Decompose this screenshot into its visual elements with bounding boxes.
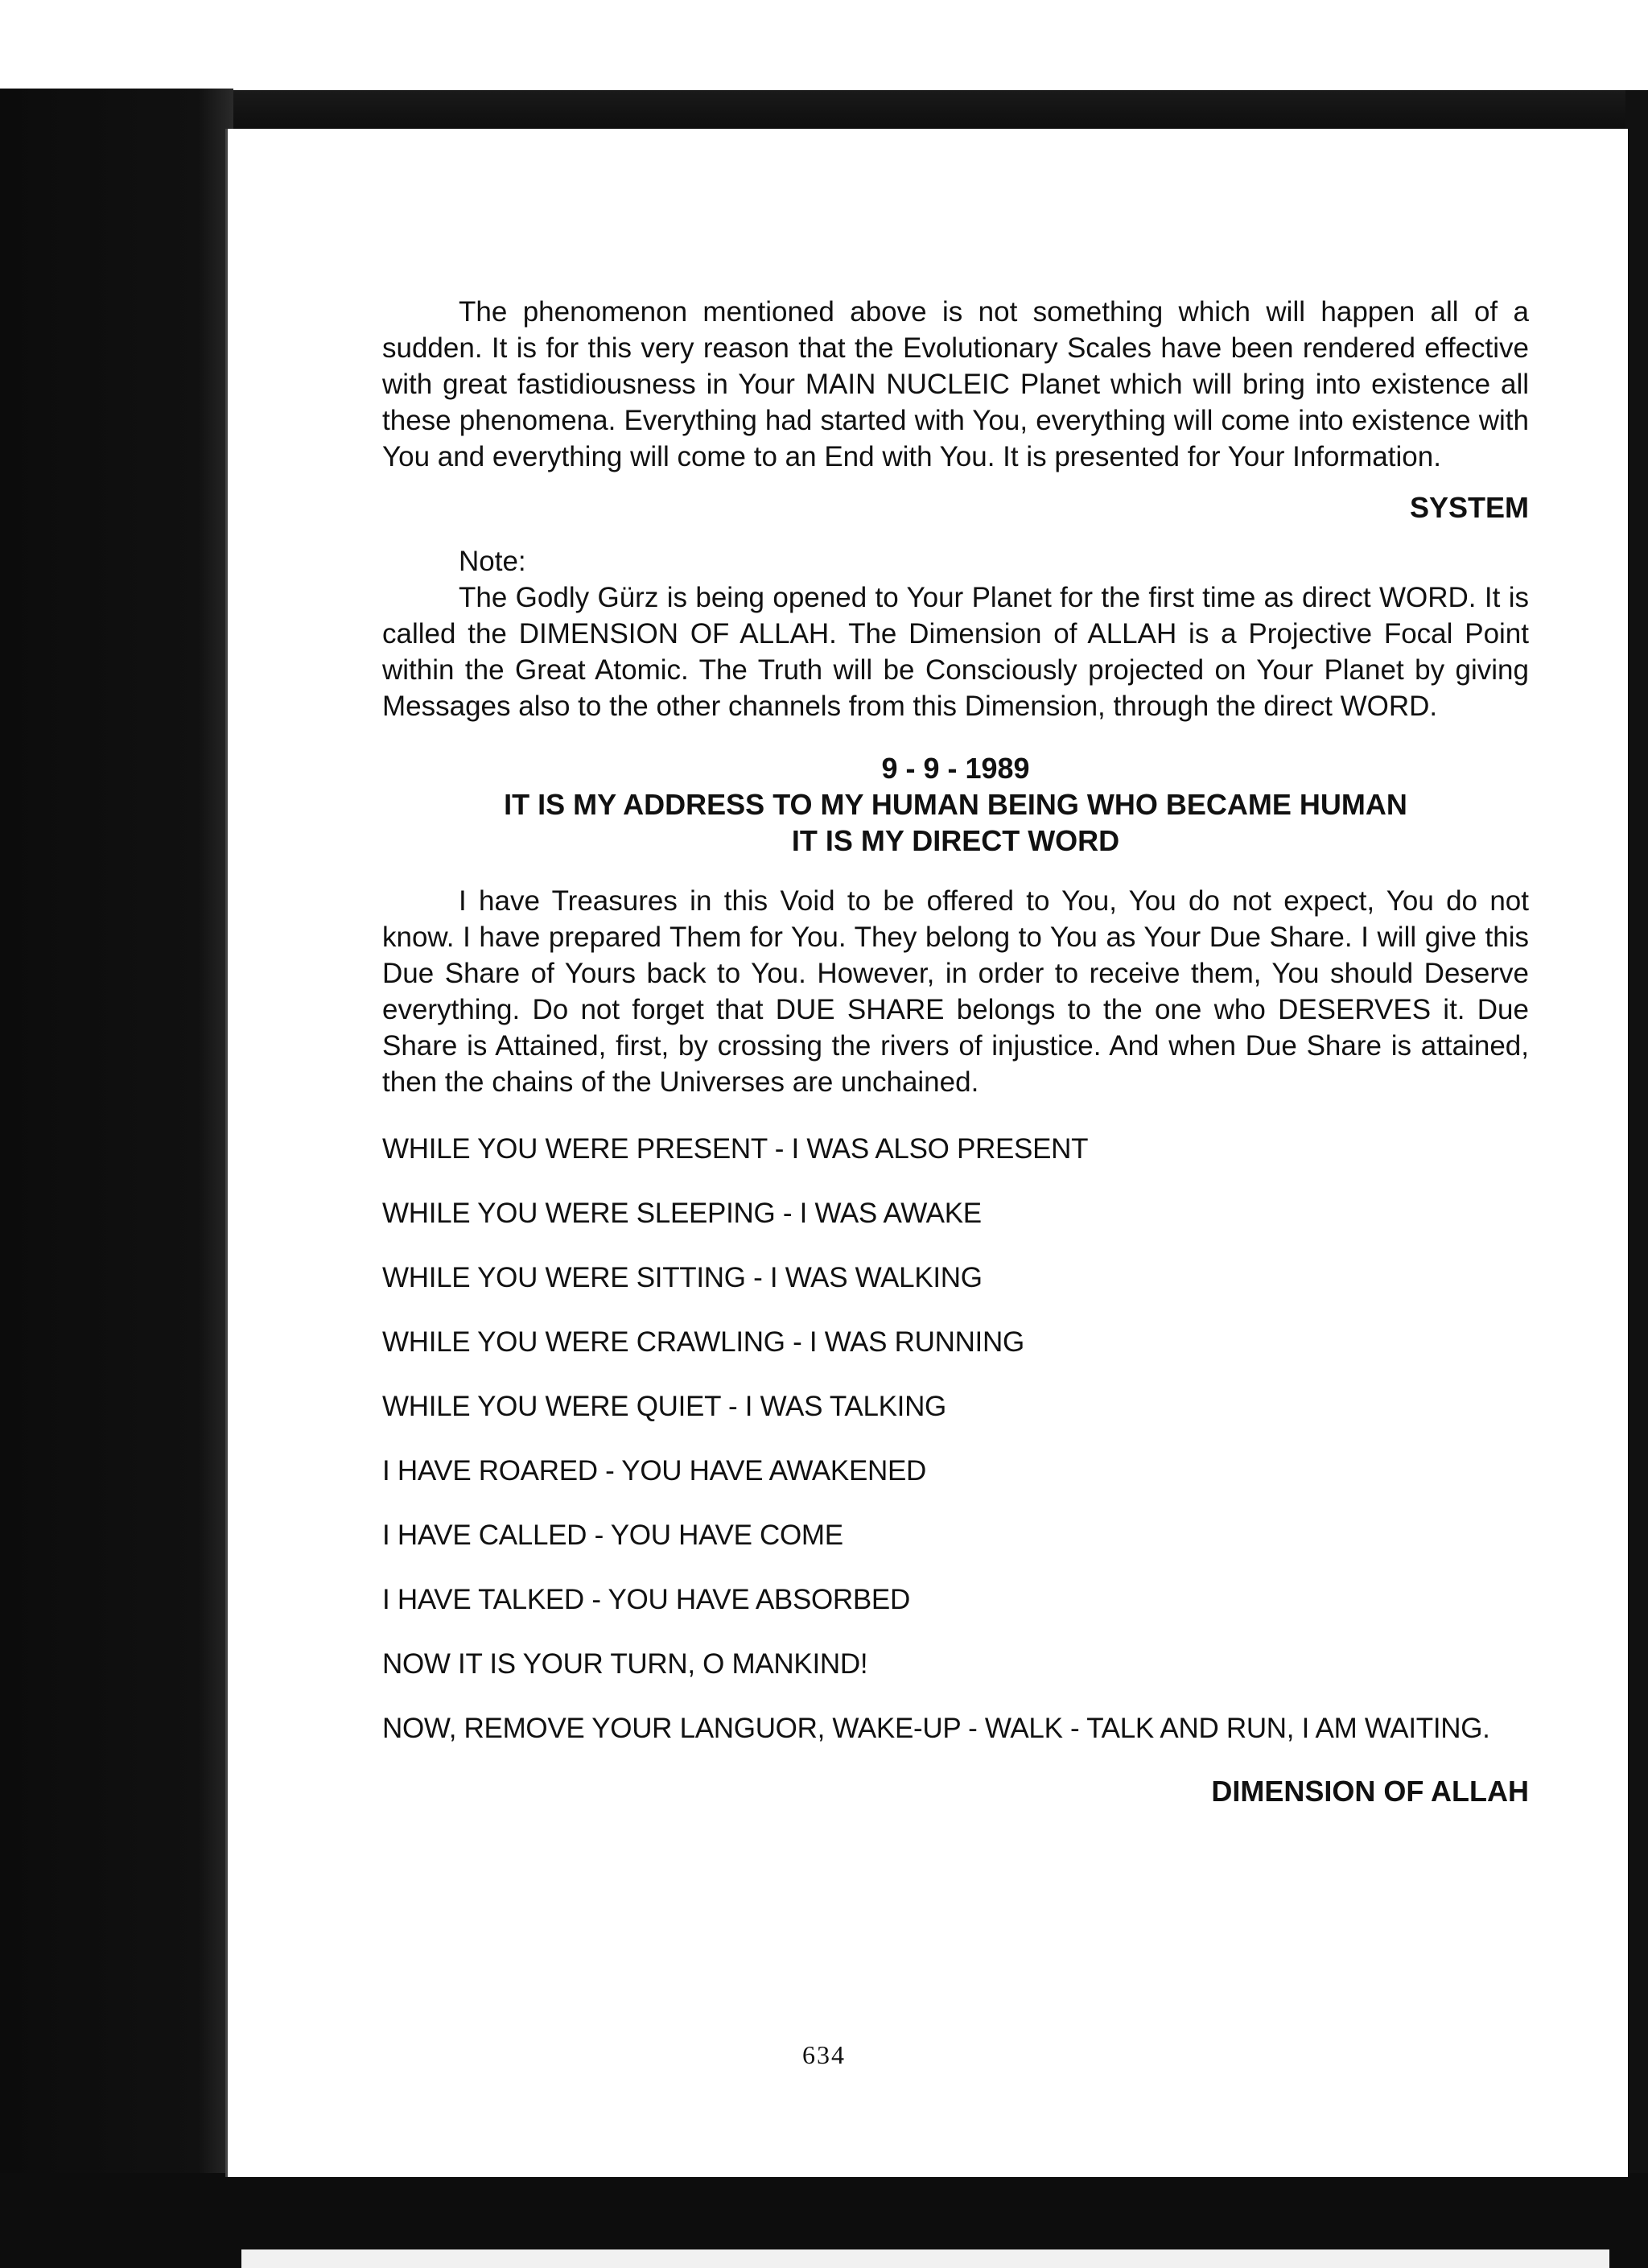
- scan-shadow-left: [0, 89, 233, 2268]
- declaration-line: NOW, REMOVE YOUR LANGUOR, WAKE-UP - WALK - TALK AND RUN, I AM WAITING.: [382, 1713, 1490, 1744]
- message-heading: IT IS MY ADDRESS TO MY HUMAN BEING WHO BECAME HUMAN: [504, 788, 1407, 821]
- scan-shadow-top: [0, 90, 1648, 134]
- page-number: 634: [802, 2040, 846, 2069]
- scan-margin-bottom: [241, 2249, 1609, 2268]
- declaration-line: WHILE YOU WERE QUIET - I WAS TALKING: [382, 1391, 946, 1422]
- system-signature: SYSTEM: [1409, 491, 1529, 524]
- message-paragraph: I have Treasures in this Void to be offered to You, You do not expect, You do not know. I have prepared Them for You. They belong to You as Your Due Share. I will give this Due Share of Yours back to You. However, in order to receive them, You should Deserve everything. Do not forget that DUE SHARE belongs to the one who DESERVES it. Due Share is Attained, first, by crossing the rivers of injustice. And when Due Share is attained, then the chains of the Universes are unchained.: [382, 885, 1529, 1098]
- message-date: 9 - 9 - 1989: [881, 752, 1030, 785]
- declaration-line: I HAVE CALLED - YOU HAVE COME: [382, 1520, 843, 1551]
- declaration-line: WHILE YOU WERE PRESENT - I WAS ALSO PRESENT: [382, 1133, 1089, 1165]
- declaration-line: I HAVE TALKED - YOU HAVE ABSORBED: [382, 1584, 910, 1615]
- declaration-line: I HAVE ROARED - YOU HAVE AWAKENED: [382, 1455, 926, 1487]
- declaration-line: WHILE YOU WERE SLEEPING - I WAS AWAKE: [382, 1198, 982, 1229]
- declaration-line: WHILE YOU WERE SITTING - I WAS WALKING: [382, 1262, 983, 1293]
- scan-margin-top: [0, 0, 1648, 89]
- message-subheading: IT IS MY DIRECT WORD: [791, 824, 1120, 857]
- note-paragraph: The Godly Gürz is being opened to Your Planet for the first time as direct WORD. It is called the DIMENSION OF ALLAH. The Dimension of ALLAH is a Projective Focal Point within the Great Atomic. The Truth will be Consciously projected on Your Planet by giving Messages also to the other channels from this Dimension, through the direct WORD.: [382, 582, 1529, 722]
- dimension-signature: DIMENSION OF ALLAH: [1211, 1775, 1529, 1808]
- scan-shadow-right: [1625, 90, 1648, 2215]
- declaration-line: NOW IT IS YOUR TURN, O MANKIND!: [382, 1648, 868, 1680]
- page-content: [382, 294, 1529, 1809]
- declaration-line: WHILE YOU WERE CRAWLING - I WAS RUNNING: [382, 1326, 1024, 1358]
- intro-paragraph: The phenomenon mentioned above is not something which will happen all of a sudden. It is for this very reason that the Evolutionary Scales have been rendered effective with great fastidiousness in Your MAIN NUCLEIC Planet which will bring into existence all these phenomena. Everything had started with You, everything will come into existence with You and everything will come to an End with You. It is presented for Your Information.: [382, 296, 1529, 472]
- note-label: Note:: [459, 546, 526, 577]
